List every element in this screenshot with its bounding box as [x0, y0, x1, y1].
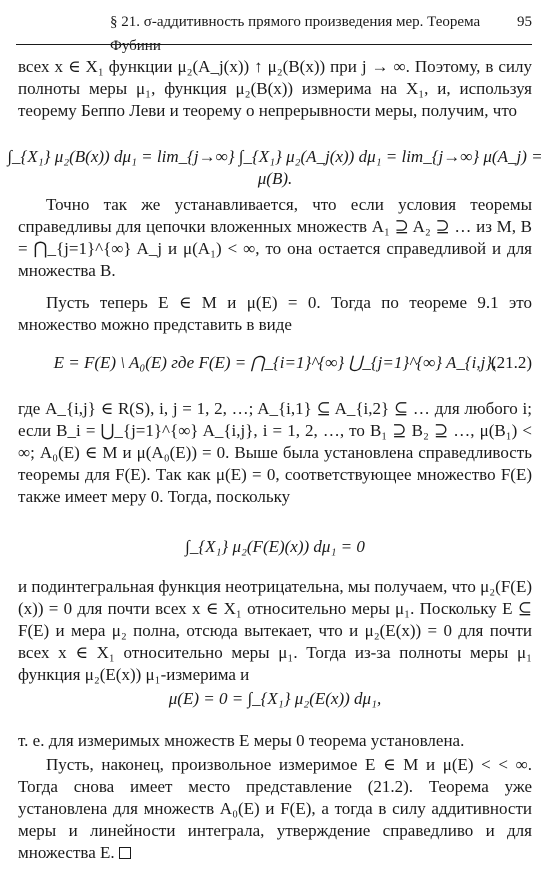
- formula-3: ∫_{X₁} μ₂(F(E)(x)) dμ₁ = 0: [185, 537, 365, 556]
- qed-square-icon: [119, 847, 131, 859]
- paragraph-6: т. е. для измеримых множеств E меры 0 теорема установлена.: [18, 731, 465, 750]
- paragraph-3: Пусть теперь E ∈ M и μ(E) = 0. Тогда по теореме 9.1 это множество можно представить в виде: [18, 293, 532, 334]
- paragraph-7-text: Пусть, наконец, произвольное измеримое E ∈ M и μ(E) < < ∞. Тогда снова имеет место представление (21.2). Теорема уже установлена для множеств A₀(E) и F(E), а тогда в силу аддитивности меры и линейности интеграла, утверждение справедливо и для множества E.: [18, 755, 532, 862]
- header-rule: [16, 44, 532, 45]
- paragraph-2: Точно так же устанавливается, что если условия теоремы справедливы для цепочки вложенных множеств A₁ ⊇ A₂ ⊇ … из M, B = ⋂_{j=1}^{∞} A_j и μ(A₁) < ∞, то она остается справедливой и для множества B.: [18, 195, 532, 280]
- formula-4: μ(E) = 0 = ∫_{X₁} μ₂(E(x)) dμ₁,: [168, 689, 382, 708]
- equation-number: (21.2): [490, 353, 532, 372]
- paragraph-7: [18, 754, 532, 864]
- section-title: § 21. σ-аддитивность прямого произведения мер. Теорема Фубини: [110, 14, 481, 54]
- paragraph-4: где A_{i,j} ∈ R(S), i, j = 1, 2, …; A_{i,1} ⊆ A_{i,2} ⊆ … для любого i; если B_i = ⋃_{j=1}^{∞} A_{i,j}, i = 1, 2, …, то B₁ ⊇ B₂ ⊇ …, μ(B₁) < ∞; A₀(E) ∈ M и μ(A₀(E)) = 0. Выше была установлена справедливость теоремы для F(E). Так как μ(E) = 0, соответствующее множество F(E) также имеет меру 0. Тогда, поскольку: [18, 399, 532, 506]
- formula-2-body: E = F(E) \ A₀(E) где F(E) = ⋂_{i=1}^{∞} ⋃_{j=1}^{∞} A_{i,j},: [53, 353, 497, 372]
- page-number: 95: [517, 14, 532, 30]
- formula-2: [0, 352, 550, 374]
- running-header: [16, 10, 532, 54]
- paragraph-1: всех x ∈ X₁ функции μ₂(A_j(x)) ↑ μ₂(B(x)) при j → ∞. Поэтому, в силу полноты меры μ₁, функция μ₂(B(x)) измерима на X₁, и, используя теорему Беппо Леви и теорему о непрерывности меры, получим, что: [18, 57, 532, 120]
- formula-1: ∫_{X₁} μ₂(B(x)) dμ₁ = lim_{j→∞} ∫_{X₁} μ₂(A_j(x)) dμ₁ = lim_{j→∞} μ(A_j) = μ(B).: [7, 147, 543, 188]
- paragraph-5: и подинтегральная функция неотрицательна, мы получаем, что μ₂(F(E)(x)) = 0 для почти всех x ∈ X₁ относительно меры μ₁. Поскольку E ⊆ F(E) и мера μ₂ полна, отсюда вытекает, что и μ₂(E(x)) = 0 для почти всех x ∈ X₁ относительно меры μ₁. Тогда из-за полноты меры μ₁ функция μ₂(E(x)) μ₁-измерима и: [18, 577, 532, 684]
